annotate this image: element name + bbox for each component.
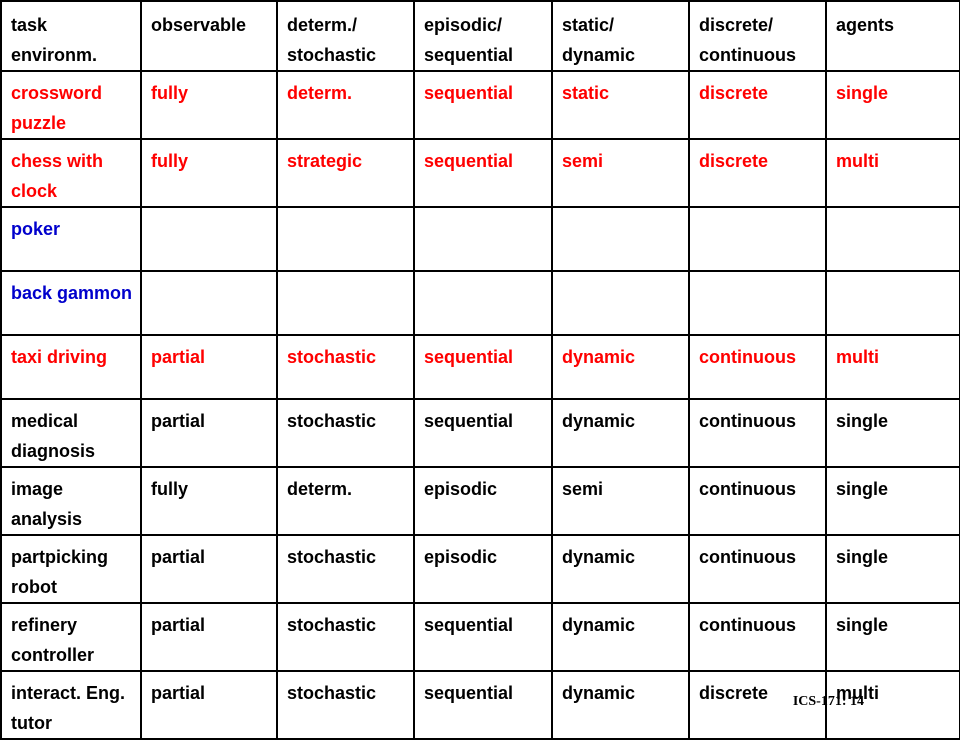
table-cell-deterministic-stochastic: determ. <box>277 71 414 139</box>
table-cell-deterministic-stochastic <box>277 271 414 335</box>
table-cell-discrete-continuous <box>689 271 826 335</box>
table-cell-discrete-continuous <box>689 207 826 271</box>
table-row <box>1 271 960 335</box>
table-row <box>1 207 960 271</box>
header-cell-deterministic-stochastic: determ./ stochastic <box>277 1 414 71</box>
table-cell-observable <box>141 271 277 335</box>
table-cell-episodic-sequential: sequential <box>414 139 552 207</box>
table-row <box>1 71 960 139</box>
table-cell-static-dynamic: dynamic <box>552 535 689 603</box>
table-row <box>1 399 960 467</box>
table-cell-task-environment: back gammon <box>1 271 141 335</box>
table-cell-static-dynamic: dynamic <box>552 335 689 399</box>
table-cell-static-dynamic: dynamic <box>552 671 689 739</box>
table-body <box>1 1 960 739</box>
table-cell-episodic-sequential: sequential <box>414 603 552 671</box>
table-cell-static-dynamic: static <box>552 71 689 139</box>
table-cell-static-dynamic: semi <box>552 139 689 207</box>
header-row <box>1 1 960 71</box>
table-cell-observable: partial <box>141 335 277 399</box>
table-cell-task-environment: image analysis <box>1 467 141 535</box>
table-cell-agents: multi <box>826 671 960 739</box>
header-cell-static-dynamic: static/ dynamic <box>552 1 689 71</box>
table-row <box>1 139 960 207</box>
table-cell-agents: single <box>826 467 960 535</box>
table-cell-task-environment: crossword puzzle <box>1 71 141 139</box>
table-cell-episodic-sequential: sequential <box>414 399 552 467</box>
table-cell-deterministic-stochastic: stochastic <box>277 399 414 467</box>
table-cell-episodic-sequential: episodic <box>414 535 552 603</box>
table-cell-episodic-sequential <box>414 207 552 271</box>
table-cell-static-dynamic <box>552 271 689 335</box>
slide-footer: ICS-171: 14 <box>792 694 864 709</box>
table-cell-deterministic-stochastic: stochastic <box>277 335 414 399</box>
table-cell-agents: single <box>826 71 960 139</box>
table-cell-episodic-sequential: sequential <box>414 671 552 739</box>
table-cell-static-dynamic: dynamic <box>552 399 689 467</box>
table-cell-observable <box>141 207 277 271</box>
table-row <box>1 467 960 535</box>
table-cell-discrete-continuous: discrete <box>689 71 826 139</box>
table-cell-episodic-sequential: sequential <box>414 71 552 139</box>
table-cell-task-environment: taxi driving <box>1 335 141 399</box>
table-cell-static-dynamic: semi <box>552 467 689 535</box>
table-cell-observable: fully <box>141 71 277 139</box>
table-cell-deterministic-stochastic <box>277 207 414 271</box>
table-cell-deterministic-stochastic: stochastic <box>277 535 414 603</box>
table-cell-deterministic-stochastic: stochastic <box>277 603 414 671</box>
table-cell-episodic-sequential: episodic <box>414 467 552 535</box>
table-cell-observable: partial <box>141 399 277 467</box>
header-cell-task-environment: task environm. <box>1 1 141 71</box>
table-cell-episodic-sequential <box>414 271 552 335</box>
table-cell-static-dynamic <box>552 207 689 271</box>
table-cell-discrete-continuous: discrete <box>689 671 826 739</box>
table-cell-agents: multi <box>826 139 960 207</box>
table-cell-task-environment: refinery controller <box>1 603 141 671</box>
table-cell-observable: partial <box>141 535 277 603</box>
table-cell-static-dynamic: dynamic <box>552 603 689 671</box>
table-cell-observable: partial <box>141 603 277 671</box>
table-cell-agents <box>826 207 960 271</box>
table-cell-observable: partial <box>141 671 277 739</box>
header-cell-episodic-sequential: episodic/ sequential <box>414 1 552 71</box>
table-cell-task-environment: interact. Eng. tutor <box>1 671 141 739</box>
header-cell-discrete-continuous: discrete/ continuous <box>689 1 826 71</box>
table-cell-discrete-continuous: discrete <box>689 139 826 207</box>
table-cell-agents: single <box>826 603 960 671</box>
table-cell-agents: multi <box>826 335 960 399</box>
table-row <box>1 535 960 603</box>
table-row <box>1 335 960 399</box>
table-cell-deterministic-stochastic: determ. <box>277 467 414 535</box>
table-cell-observable: fully <box>141 467 277 535</box>
table-cell-discrete-continuous: continuous <box>689 467 826 535</box>
header-cell-agents: agents <box>826 1 960 71</box>
table-cell-discrete-continuous: continuous <box>689 535 826 603</box>
table-cell-deterministic-stochastic: stochastic <box>277 671 414 739</box>
table-cell-task-environment: medical diagnosis <box>1 399 141 467</box>
table-cell-agents: single <box>826 399 960 467</box>
table-cell-deterministic-stochastic: strategic <box>277 139 414 207</box>
table-cell-agents: single <box>826 535 960 603</box>
table-cell-episodic-sequential: sequential <box>414 335 552 399</box>
header-cell-observable: observable <box>141 1 277 71</box>
table-cell-agents <box>826 271 960 335</box>
table-cell-discrete-continuous: continuous <box>689 399 826 467</box>
table-cell-task-environment: partpicking robot <box>1 535 141 603</box>
table-cell-discrete-continuous: continuous <box>689 603 826 671</box>
table-cell-task-environment: poker <box>1 207 141 271</box>
table-cell-task-environment: chess with clock <box>1 139 141 207</box>
table-cell-observable: fully <box>141 139 277 207</box>
table-row <box>1 603 960 671</box>
table-cell-discrete-continuous: continuous <box>689 335 826 399</box>
